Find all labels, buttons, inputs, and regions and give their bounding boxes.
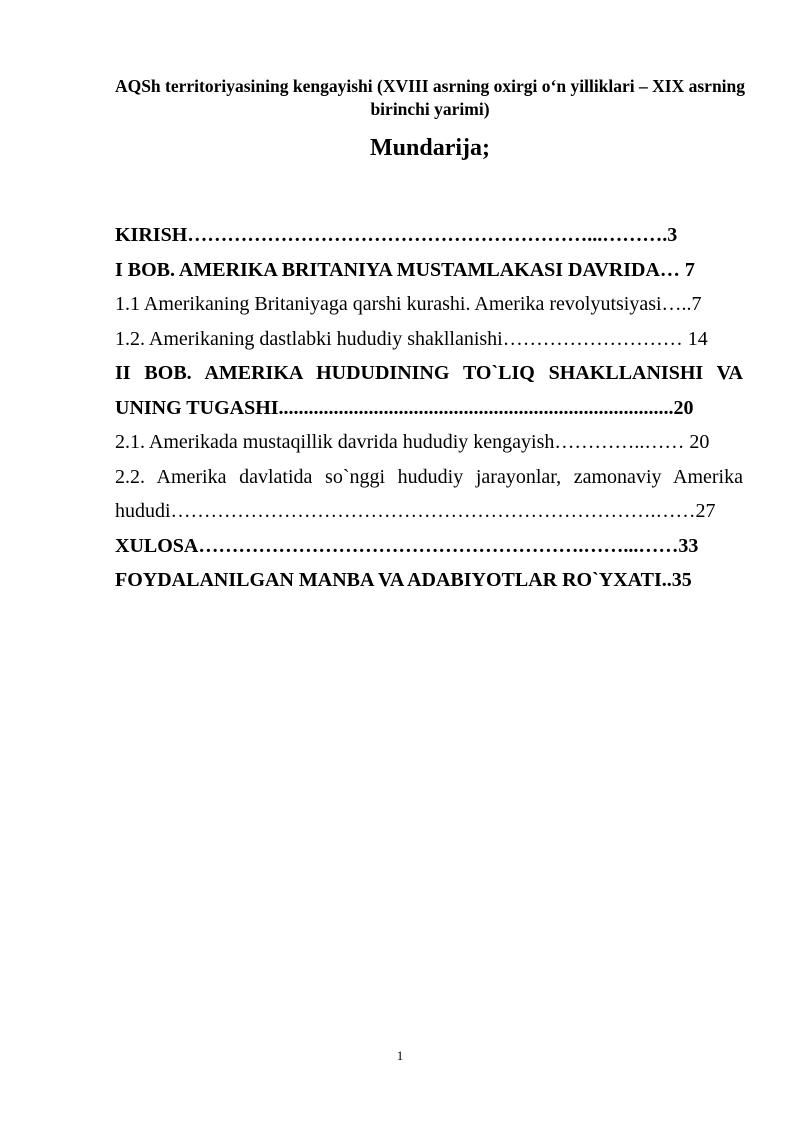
toc-entry-conclusion: XULOSA………………………………………………….……...……33 [115,534,699,557]
toc-entry-section-1-1: 1.1 Amerikaning Britaniyaga qarshi kurashi. Amerika revolyutsiyasi…..7 [115,293,702,315]
toc-entry-section-2-2: 2.2. Amerika davlatida so`nggi hududiy jarayonlar, zamonaviy Amerika hududi……………………………………………………………….……27 [115,465,743,522]
document-title: AQSh territoriyasining kengayishi (XVIII asrning oxirgi o‘n yilliklari – XIX asrning birinchi yarimi) [114,76,746,119]
toc-heading: Mundarija; [370,135,490,161]
toc-entry-chapter-1: I BOB. AMERIKA BRITANIYA MUSTAMLAKASI DAVRIDA… 7 [115,258,695,281]
page-number: 1 [396,1048,404,1063]
table-of-contents [115,218,743,598]
toc-entry-section-1-2: 1.2. Amerikaning dastlabki hududiy shakllanishi……………………… 14 [115,327,708,350]
toc-entry-chapter-2: II BOB. AMERIKA HUDUDINING TO`LIQ SHAKLLANISHI VA UNING TUGASHI...............................................................................20 [115,362,743,419]
toc-entry-references: FOYDALANILGAN MANBA VA ADABIYOTLAR RO`YXATI..35 [115,569,692,591]
toc-entry-section-2-1: 2.1. Amerikada mustaqillik davrida hududiy kengayish…………..…… 20 [115,431,710,453]
toc-entry-introduction: KIRISH……………………………………………………...……….3 [115,224,678,246]
